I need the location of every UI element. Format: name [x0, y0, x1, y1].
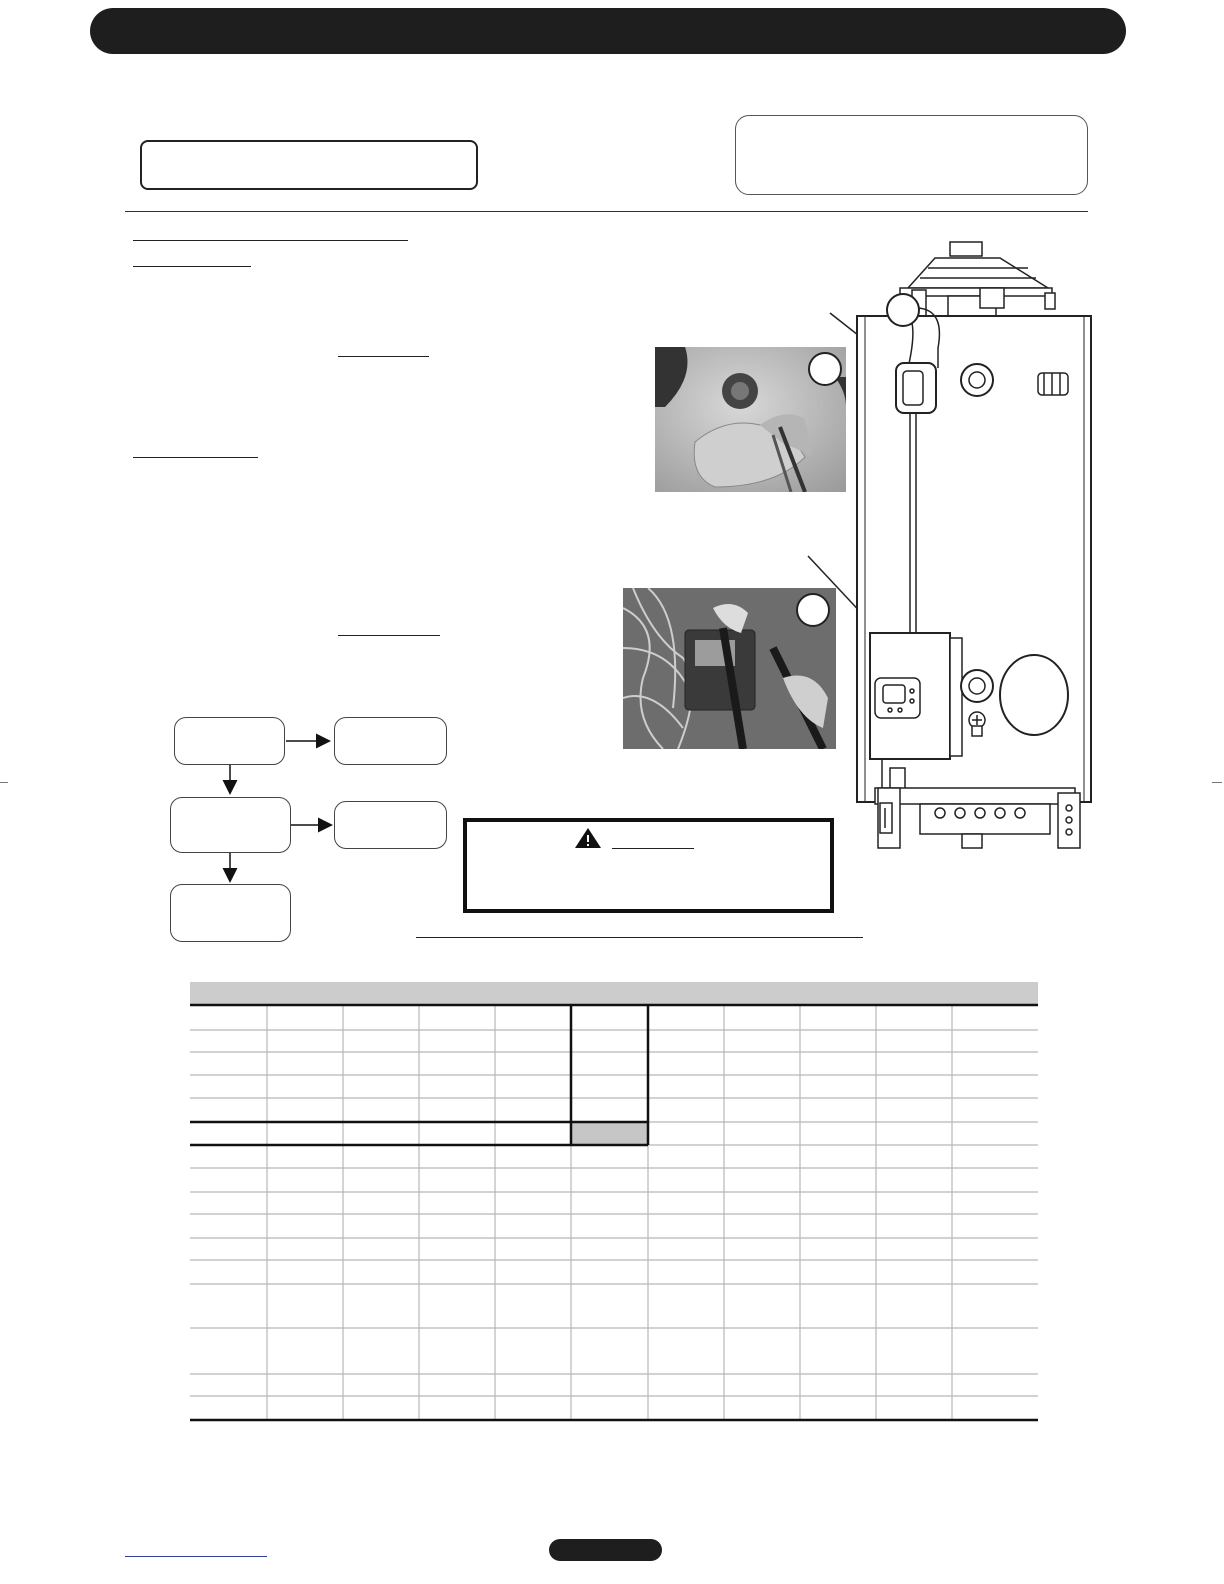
- warning-box: [463, 818, 834, 913]
- page-number-pill: [549, 1539, 662, 1561]
- inline-emphasis-underline: [338, 356, 429, 357]
- table-highlight-cell: [571, 1122, 648, 1145]
- header-banner: [90, 8, 1126, 54]
- water-heater-illustration: [800, 228, 1100, 860]
- warning-heading-underline: [612, 848, 694, 849]
- warning-heading: [612, 826, 696, 848]
- flow-result-2: [334, 801, 447, 849]
- procedure-subheading-underline: [133, 266, 251, 267]
- table-header-bar: [190, 982, 1038, 1004]
- flow-result-1: [334, 717, 447, 765]
- header-divider: [125, 211, 1088, 212]
- flow-step-2: [170, 797, 291, 853]
- crop-mark-right: [1212, 782, 1222, 783]
- warning-triangle-icon: [574, 827, 602, 849]
- figure-caption-underline: [416, 937, 863, 938]
- section-title-box: [140, 140, 478, 190]
- footer-link-underline: [125, 1556, 267, 1557]
- flow-step-1: [174, 717, 285, 765]
- diagnostic-table: [190, 982, 1038, 1422]
- procedure-heading-underline: [133, 240, 408, 241]
- step-heading-underline: [133, 457, 258, 458]
- model-info-box: [735, 115, 1088, 195]
- flow-step-3: [170, 884, 291, 942]
- crop-mark-left: [0, 782, 8, 783]
- inline-emphasis-underline-2: [338, 635, 440, 636]
